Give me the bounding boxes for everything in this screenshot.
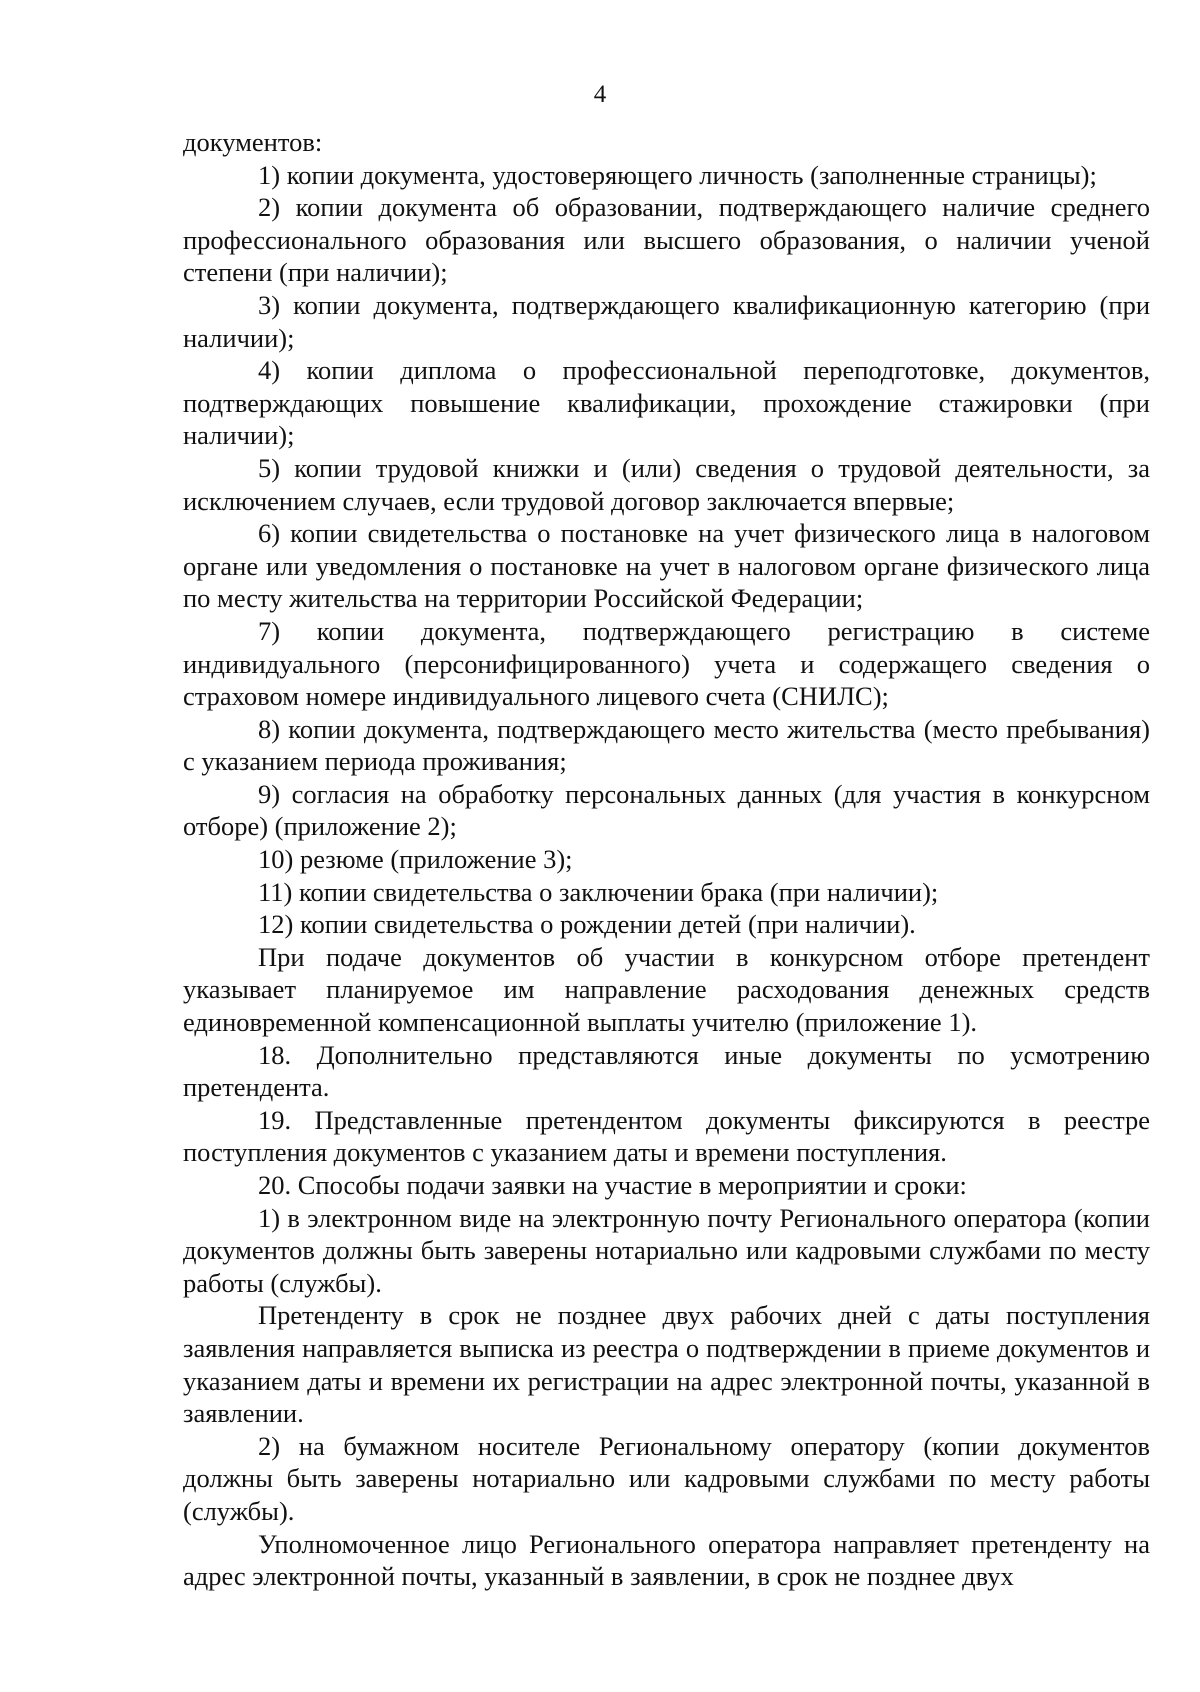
clause-20: 20. Способы подачи заявки на участие в мероприятии и сроки: — [258, 1170, 967, 1200]
paragraph-direction-of-spending: При подаче документов об участии в конкурсном отборе претендент указывает планируемое им направление расходования денежных средств единовременной компенсационной выплаты учителю (приложение 1). — [183, 941, 1150, 1038]
list-item-4: 4) копии диплома о профессиональной переподготовке, документов, подтверждающих повышение квалификации, прохождение стажировки (при наличии); — [183, 355, 1150, 451]
clause-20-item-1: 1) в электронном виде на электронную почту Регионального оператора (копии документов должны быть заверены нотариально или кадровыми службами по месту работы (службы). — [183, 1202, 1150, 1298]
list-item-10: 10) резюме (приложение 3); — [258, 844, 573, 875]
clause-18: 18. Дополнительно представляются иные документы по усмотрению претендента. — [183, 1039, 1150, 1103]
list-item-3: 3) копии документа, подтверждающего квалификационную категорию (при наличии); — [183, 289, 1150, 353]
clause-19: 19. Представленные претендентом документы фиксируются в реестре поступления документов с указанием даты и времени поступления. — [183, 1104, 1150, 1168]
clause-20-item-2: 2) на бумажном носителе Региональному оператору (копии документов должны быть заверены нотариально или кадровыми службами по месту работы (службы). — [183, 1430, 1150, 1526]
paragraph-registry-extract: Претенденту в срок не позднее двух рабочих дней с даты поступления заявления направляется выписка из реестра о подтверждении в приеме документов и указанием даты и времени их регистрации на адрес электронной почты, указанной в заявлении. — [183, 1300, 1150, 1429]
list-item-9: 9) согласия на обработку персональных данных (для участия в конкурсном отборе) (приложение 2); — [183, 778, 1150, 842]
list-item-6: 6) копии свидетельства о постановке на учет физического лица в налоговом органе или уведомления о постановке на учет в налоговом органе физического лица по месту жительства на территории Российской Федерации; — [183, 518, 1150, 614]
page-number: 4 — [593, 81, 607, 108]
paragraph-authorized-person: Уполномоченное лицо Регионального оператора направляет претенденту на адрес электронной почты, указанный в заявлении, в срок не позднее двух — [183, 1528, 1150, 1592]
list-item-11: 11) копии свидетельства о заключении брака (при наличии); — [258, 876, 939, 907]
list-item-7: 7) копии документа, подтверждающего регистрацию в системе индивидуального (персонифицированного) учета и содержащего сведения о страховом номере индивидуального лицевого счета (СНИЛС); — [183, 615, 1150, 712]
list-item-12: 12) копии свидетельства о рождении детей (при наличии). — [258, 909, 916, 940]
list-item-1: 1) копии документа, удостоверяющего личность (заполненные страницы); — [258, 159, 1097, 190]
paragraph-continuation: документов: — [183, 127, 323, 157]
list-item-2: 2) копии документа об образовании, подтверждающего наличие среднего профессионального образования или высшего образования, о наличии ученой степени (при наличии); — [183, 192, 1150, 288]
document-body — [183, 126, 1150, 1593]
list-item-8: 8) копии документа, подтверждающего место жительства (место пребывания) с указанием периода проживания; — [183, 713, 1150, 777]
list-item-5: 5) копии трудовой книжки и (или) сведения о трудовой деятельности, за исключением случаев, если трудовой договор заключается впервые; — [183, 452, 1150, 516]
